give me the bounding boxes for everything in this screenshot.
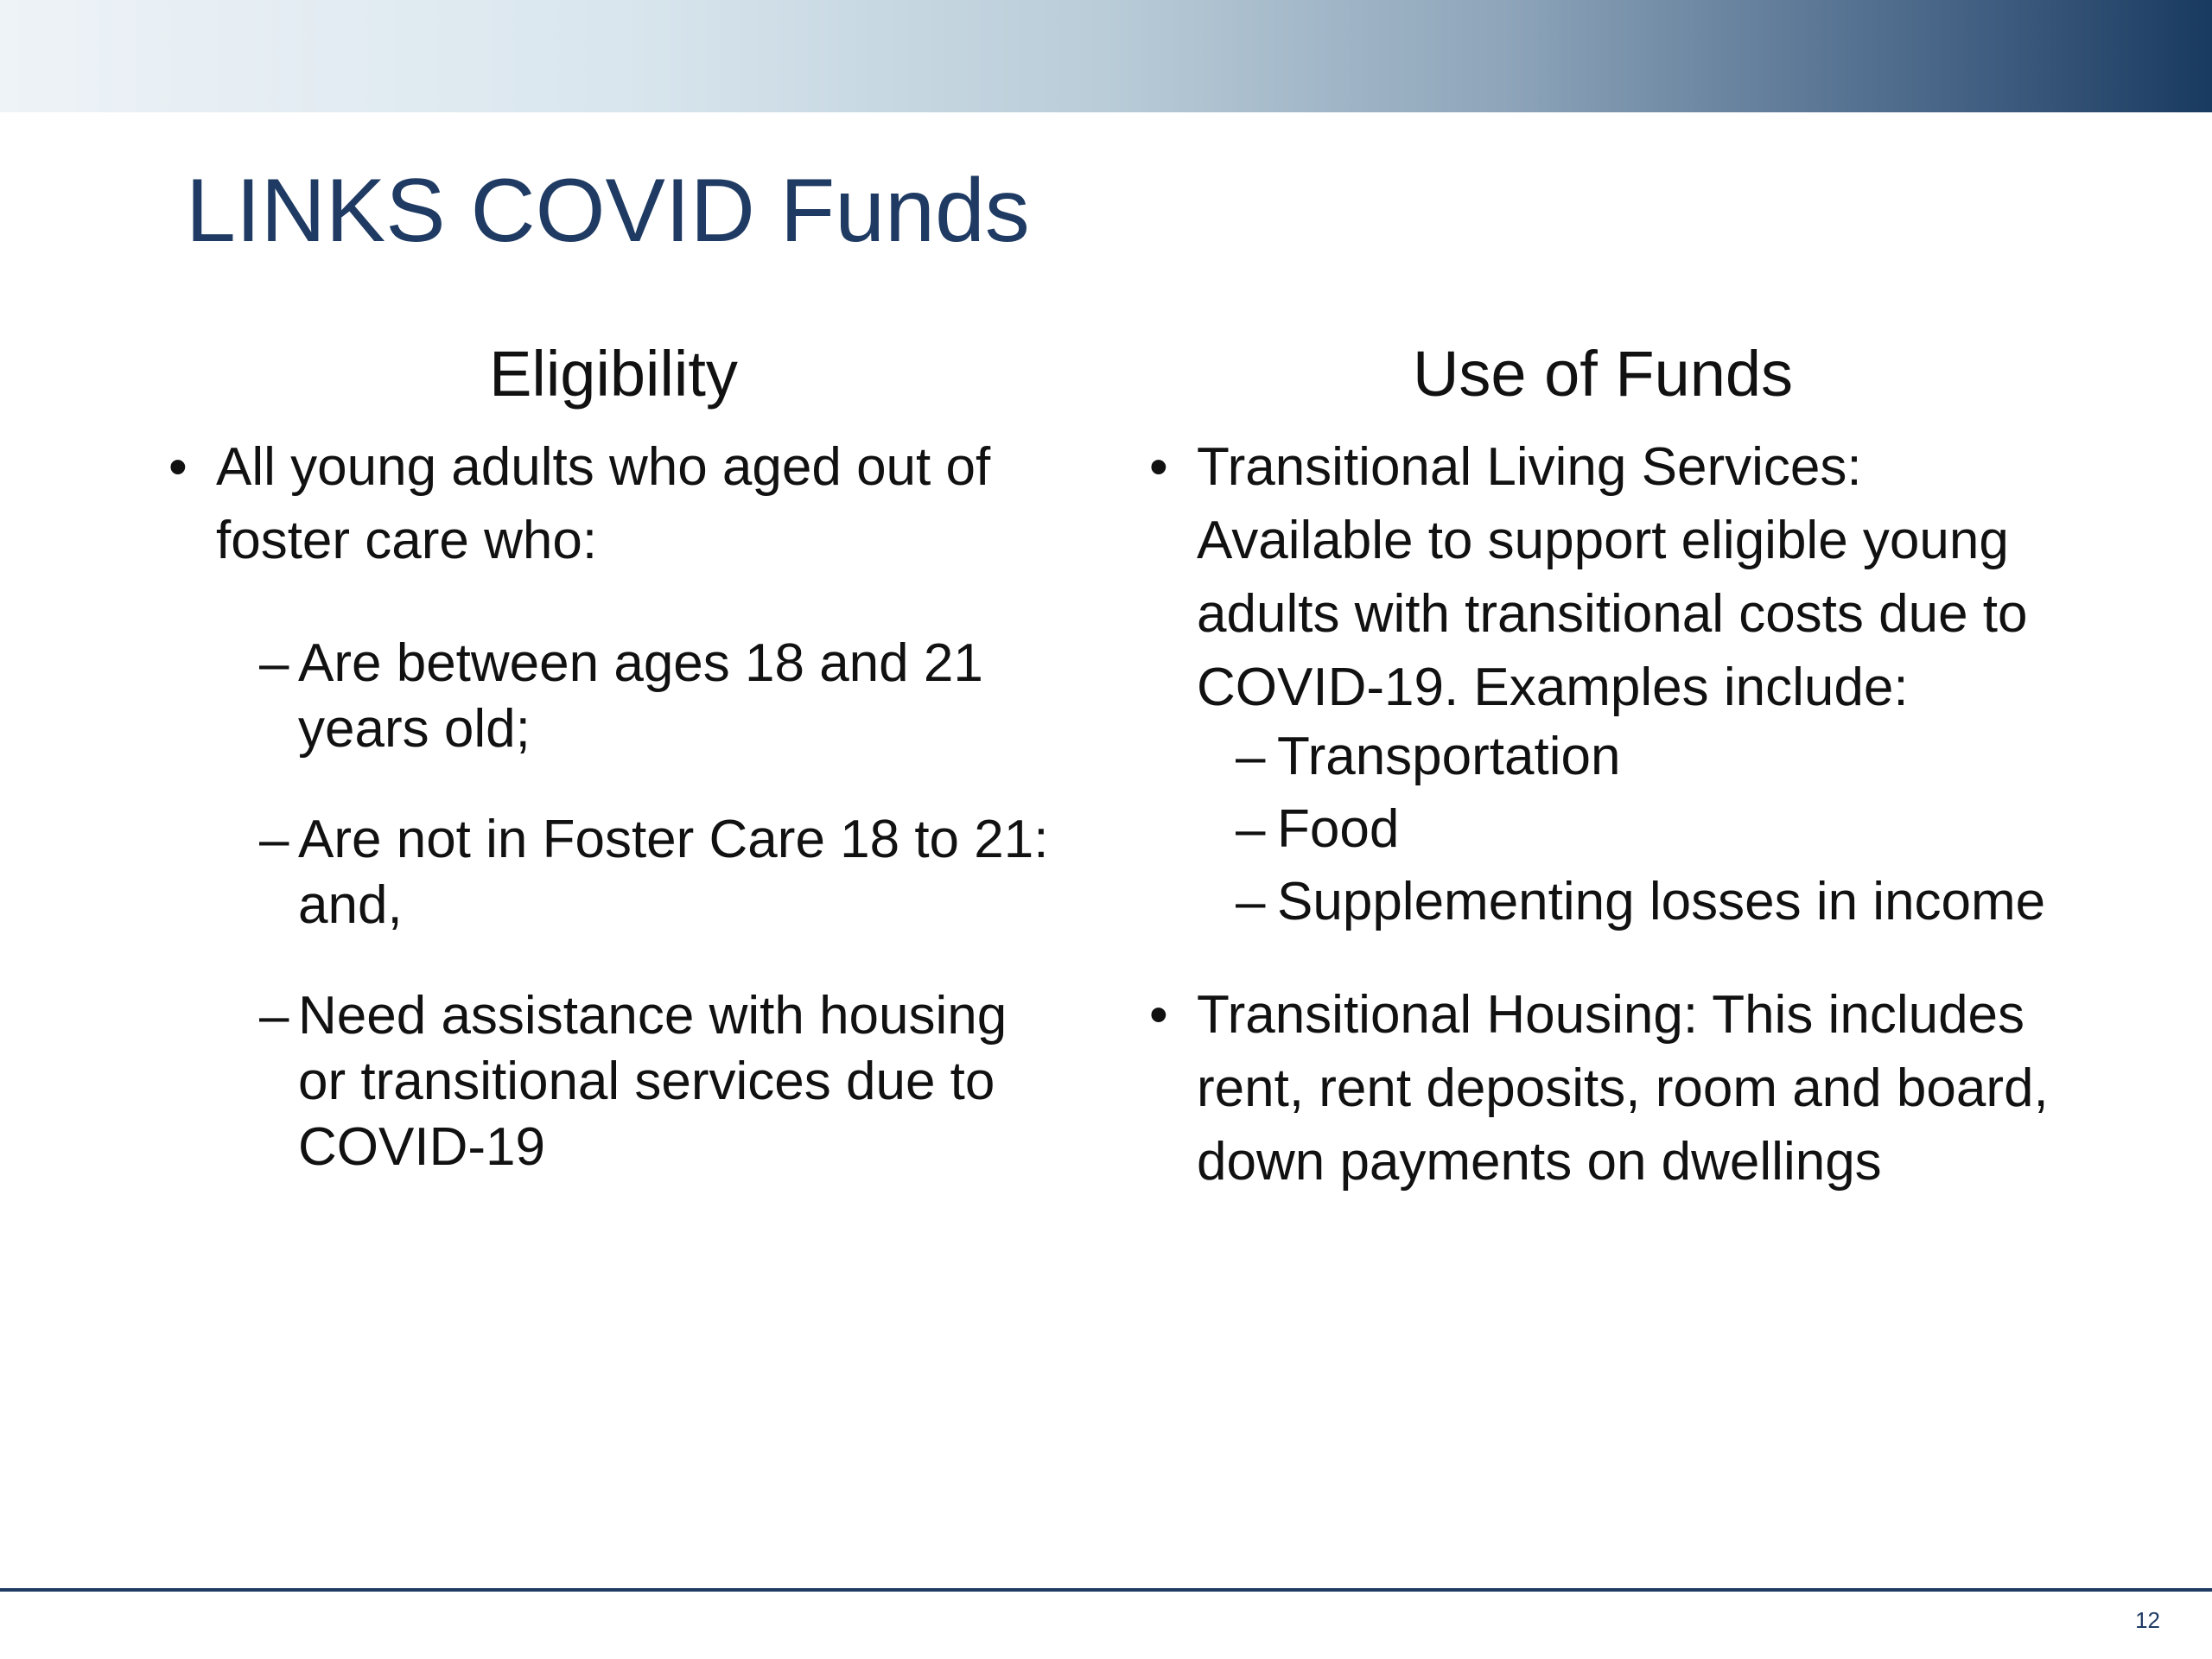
eligibility-sub-list <box>168 631 1058 1180</box>
header-gradient-band <box>0 0 2212 112</box>
use-of-funds-column <box>1149 337 2056 1198</box>
page-number: 12 <box>2135 1607 2160 1633</box>
footer-divider <box>0 1588 2212 1592</box>
eligibility-column <box>168 337 1058 1180</box>
list-item: – Food <box>1149 797 2056 862</box>
eligibility-heading: Eligibility <box>489 338 738 410</box>
use-of-funds-heading: Use of Funds <box>1412 338 1794 410</box>
list-item: – Are not in Foster Care 18 to 21: and, <box>168 807 1058 938</box>
list-item: – Supplementing losses in income <box>1149 869 2056 935</box>
list-item: – Are between ages 18 and 21 years old; <box>168 631 1058 762</box>
slide-title: LINKS COVID Funds <box>186 161 1030 261</box>
list-item: – Need assistance with housing or transitional services due to COVID-19 <box>168 983 1058 1180</box>
transitional-living-bullet: • Transitional Living Services: Available to support eligible young adults with transitional costs due to COVID-19. Examples include: <box>1149 430 2056 724</box>
list-item: – Transportation <box>1149 724 2056 790</box>
transitional-housing-bullet: • Transitional Housing: This includes rent, rent deposits, room and board, down payments on dwellings <box>1149 978 2056 1198</box>
eligibility-bullet: • All young adults who aged out of foster care who: <box>168 430 1058 577</box>
transitional-living-sub-list <box>1149 724 2056 935</box>
